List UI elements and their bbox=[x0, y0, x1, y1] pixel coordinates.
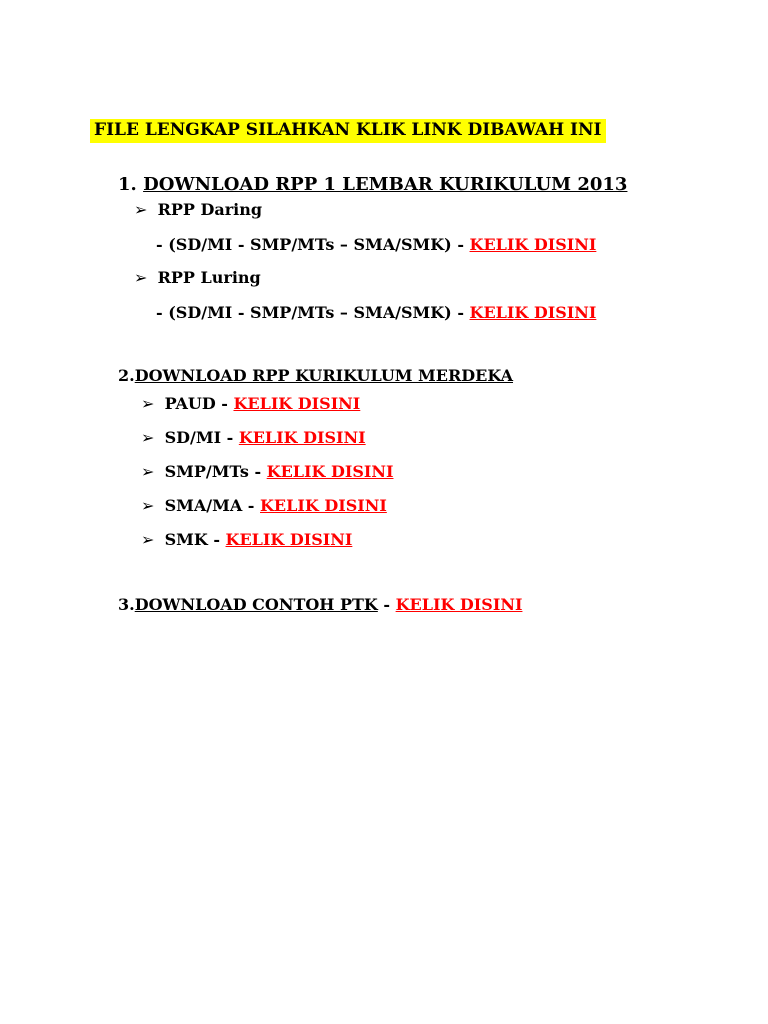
list-item-smk bbox=[141, 532, 352, 548]
section-1-heading bbox=[118, 176, 627, 194]
list-item-rpp-luring bbox=[134, 270, 261, 286]
download-link-ptk[interactable]: KELIK DISINI bbox=[395, 595, 523, 614]
list-item-label: RPP Luring bbox=[157, 268, 261, 287]
arrow-bullet-icon: ➢ bbox=[141, 530, 155, 549]
section-3-title: DOWNLOAD CONTOH PTK bbox=[134, 595, 378, 614]
section-2-title: DOWNLOAD RPP KURIKULUM MERDEKA bbox=[134, 366, 513, 385]
page-title-banner bbox=[90, 119, 606, 143]
list-item-label: RPP Daring bbox=[157, 200, 263, 219]
download-link-rpp-luring[interactable]: KELIK DISINI bbox=[469, 303, 597, 322]
sub-item-rpp-luring bbox=[156, 305, 596, 321]
section-3-heading bbox=[118, 597, 522, 613]
download-link-smp-mts[interactable]: KELIK DISINI bbox=[266, 462, 394, 481]
download-link-smk[interactable]: KELIK DISINI bbox=[225, 530, 353, 549]
download-link-sma-ma[interactable]: KELIK DISINI bbox=[260, 496, 387, 515]
arrow-bullet-icon: ➢ bbox=[141, 496, 155, 515]
arrow-bullet-icon: ➢ bbox=[141, 462, 155, 481]
list-item-label: PAUD - bbox=[164, 394, 234, 413]
page-title: FILE LENGKAP SILAHKAN KLIK LINK DIBAWAH INI bbox=[94, 120, 602, 140]
list-item-sd-mi bbox=[141, 430, 366, 446]
download-link-sd-mi[interactable]: KELIK DISINI bbox=[238, 428, 366, 447]
section-3-separator: - bbox=[377, 595, 396, 614]
arrow-bullet-icon: ➢ bbox=[134, 200, 148, 219]
download-link-rpp-daring[interactable]: KELIK DISINI bbox=[469, 235, 597, 254]
list-item-label: SMP/MTs - bbox=[164, 462, 267, 481]
sub-item-levels: (SD/MI - SMP/MTs – SMA/SMK) - bbox=[168, 235, 470, 254]
list-item-label: SMA/MA - bbox=[164, 496, 261, 515]
arrow-bullet-icon: ➢ bbox=[134, 268, 148, 287]
section-3-number: 3. bbox=[118, 595, 135, 614]
download-link-paud[interactable]: KELIK DISINI bbox=[233, 394, 361, 413]
section-1-title: DOWNLOAD RPP 1 LEMBAR KURIKULUM 2013 bbox=[143, 174, 628, 195]
list-item-label: SMK - bbox=[164, 530, 226, 549]
list-item-sma-ma bbox=[141, 498, 387, 514]
sub-item-dash: - bbox=[156, 303, 169, 322]
sub-item-levels: (SD/MI - SMP/MTs – SMA/SMK) - bbox=[168, 303, 470, 322]
sub-item-rpp-daring bbox=[156, 237, 596, 253]
list-item-smp-mts bbox=[141, 464, 393, 480]
arrow-bullet-icon: ➢ bbox=[141, 428, 155, 447]
section-2-heading bbox=[118, 368, 513, 384]
section-1-number: 1. bbox=[118, 174, 137, 195]
arrow-bullet-icon: ➢ bbox=[141, 394, 155, 413]
list-item-rpp-daring bbox=[134, 202, 262, 218]
list-item-label: SD/MI - bbox=[164, 428, 239, 447]
section-2-number: 2. bbox=[118, 366, 135, 385]
list-item-paud bbox=[141, 396, 360, 412]
sub-item-dash: - bbox=[156, 235, 169, 254]
